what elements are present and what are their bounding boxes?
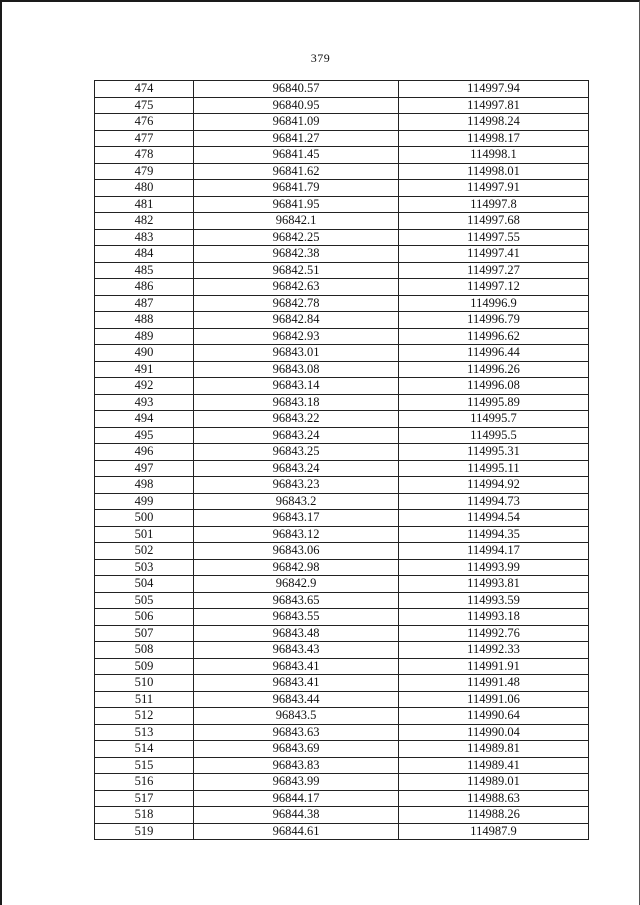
x-coordinate-cell: 96843.08 — [194, 361, 399, 378]
table-row — [95, 328, 589, 345]
x-coordinate-cell: 96840.57 — [194, 81, 399, 98]
y-coordinate-cell: 114990.64 — [399, 708, 589, 725]
x-coordinate-cell: 96842.84 — [194, 312, 399, 329]
y-coordinate-cell: 114998.24 — [399, 114, 589, 131]
x-coordinate-cell: 96842.78 — [194, 295, 399, 312]
table-row — [95, 213, 589, 230]
y-coordinate-cell: 114997.55 — [399, 229, 589, 246]
point-number-cell: 482 — [95, 213, 194, 230]
x-coordinate-cell: 96843.99 — [194, 774, 399, 791]
point-number-cell: 489 — [95, 328, 194, 345]
x-coordinate-cell: 96843.14 — [194, 378, 399, 395]
table-row — [95, 724, 589, 741]
table-row — [95, 493, 589, 510]
point-number-cell: 477 — [95, 130, 194, 147]
table-row — [95, 823, 589, 840]
table-row — [95, 427, 589, 444]
table-row — [95, 642, 589, 659]
table-row — [95, 262, 589, 279]
table-row — [95, 691, 589, 708]
y-coordinate-cell: 114995.31 — [399, 444, 589, 461]
x-coordinate-cell: 96841.45 — [194, 147, 399, 164]
table-row — [95, 675, 589, 692]
x-coordinate-cell: 96844.17 — [194, 790, 399, 807]
x-coordinate-cell: 96844.61 — [194, 823, 399, 840]
table-row — [95, 576, 589, 593]
point-number-cell: 487 — [95, 295, 194, 312]
table-row — [95, 757, 589, 774]
page-number: 379 — [310, 51, 331, 65]
x-coordinate-cell: 96843.41 — [194, 658, 399, 675]
x-coordinate-cell: 96843.12 — [194, 526, 399, 543]
table-row — [95, 361, 589, 378]
x-coordinate-cell: 96842.51 — [194, 262, 399, 279]
table-row — [95, 97, 589, 114]
y-coordinate-cell: 114997.94 — [399, 81, 589, 98]
table-row — [95, 312, 589, 329]
x-coordinate-cell: 96843.24 — [194, 460, 399, 477]
point-number-cell: 478 — [95, 147, 194, 164]
x-coordinate-cell: 96842.63 — [194, 279, 399, 296]
y-coordinate-cell: 114990.04 — [399, 724, 589, 741]
point-number-cell: 511 — [95, 691, 194, 708]
point-number-cell: 485 — [95, 262, 194, 279]
x-coordinate-cell: 96843.48 — [194, 625, 399, 642]
x-coordinate-cell: 96842.38 — [194, 246, 399, 263]
y-coordinate-cell: 114997.27 — [399, 262, 589, 279]
point-number-cell: 494 — [95, 411, 194, 428]
coordinates-table — [94, 80, 589, 840]
y-coordinate-cell: 114998.17 — [399, 130, 589, 147]
table-row — [95, 378, 589, 395]
point-number-cell: 480 — [95, 180, 194, 197]
y-coordinate-cell: 114996.62 — [399, 328, 589, 345]
point-number-cell: 484 — [95, 246, 194, 263]
y-coordinate-cell: 114996.9 — [399, 295, 589, 312]
y-coordinate-cell: 114997.41 — [399, 246, 589, 263]
table-row — [95, 444, 589, 461]
x-coordinate-cell: 96841.95 — [194, 196, 399, 213]
y-coordinate-cell: 114997.81 — [399, 97, 589, 114]
table-row — [95, 295, 589, 312]
point-number-cell: 490 — [95, 345, 194, 362]
point-number-cell: 505 — [95, 592, 194, 609]
y-coordinate-cell: 114988.63 — [399, 790, 589, 807]
x-coordinate-cell: 96842.93 — [194, 328, 399, 345]
y-coordinate-cell: 114993.59 — [399, 592, 589, 609]
y-coordinate-cell: 114997.12 — [399, 279, 589, 296]
x-coordinate-cell: 96843.01 — [194, 345, 399, 362]
point-number-cell: 497 — [95, 460, 194, 477]
x-coordinate-cell: 96841.79 — [194, 180, 399, 197]
y-coordinate-cell: 114995.7 — [399, 411, 589, 428]
point-number-cell: 506 — [95, 609, 194, 626]
table-row — [95, 658, 589, 675]
point-number-cell: 496 — [95, 444, 194, 461]
table-row — [95, 394, 589, 411]
y-coordinate-cell: 114994.35 — [399, 526, 589, 543]
table-row — [95, 807, 589, 824]
x-coordinate-cell: 96843.65 — [194, 592, 399, 609]
y-coordinate-cell: 114991.48 — [399, 675, 589, 692]
point-number-cell: 512 — [95, 708, 194, 725]
point-number-cell: 517 — [95, 790, 194, 807]
y-coordinate-cell: 114991.06 — [399, 691, 589, 708]
x-coordinate-cell: 96843.83 — [194, 757, 399, 774]
y-coordinate-cell: 114996.26 — [399, 361, 589, 378]
point-number-cell: 507 — [95, 625, 194, 642]
y-coordinate-cell: 114993.81 — [399, 576, 589, 593]
table-row — [95, 130, 589, 147]
x-coordinate-cell: 96843.24 — [194, 427, 399, 444]
x-coordinate-cell: 96842.1 — [194, 213, 399, 230]
table-row — [95, 774, 589, 791]
y-coordinate-cell: 114989.01 — [399, 774, 589, 791]
point-number-cell: 503 — [95, 559, 194, 576]
point-number-cell: 513 — [95, 724, 194, 741]
x-coordinate-cell: 96842.25 — [194, 229, 399, 246]
table-row — [95, 196, 589, 213]
x-coordinate-cell: 96843.17 — [194, 510, 399, 527]
y-coordinate-cell: 114991.91 — [399, 658, 589, 675]
x-coordinate-cell: 96843.41 — [194, 675, 399, 692]
x-coordinate-cell: 96841.09 — [194, 114, 399, 131]
point-number-cell: 502 — [95, 543, 194, 560]
point-number-cell: 510 — [95, 675, 194, 692]
point-number-cell: 474 — [95, 81, 194, 98]
coordinates-table-body — [95, 81, 589, 840]
table-row — [95, 147, 589, 164]
y-coordinate-cell: 114997.91 — [399, 180, 589, 197]
y-coordinate-cell: 114996.08 — [399, 378, 589, 395]
table-row — [95, 510, 589, 527]
point-number-cell: 491 — [95, 361, 194, 378]
y-coordinate-cell: 114998.1 — [399, 147, 589, 164]
y-coordinate-cell: 114994.92 — [399, 477, 589, 494]
point-number-cell: 499 — [95, 493, 194, 510]
x-coordinate-cell: 96843.43 — [194, 642, 399, 659]
y-coordinate-cell: 114994.73 — [399, 493, 589, 510]
x-coordinate-cell: 96841.62 — [194, 163, 399, 180]
y-coordinate-cell: 114993.18 — [399, 609, 589, 626]
table-row — [95, 114, 589, 131]
y-coordinate-cell: 114994.54 — [399, 510, 589, 527]
y-coordinate-cell: 114994.17 — [399, 543, 589, 560]
table-row — [95, 180, 589, 197]
point-number-cell: 493 — [95, 394, 194, 411]
table-row — [95, 741, 589, 758]
x-coordinate-cell: 96843.2 — [194, 493, 399, 510]
point-number-cell: 514 — [95, 741, 194, 758]
table-row — [95, 279, 589, 296]
y-coordinate-cell: 114997.8 — [399, 196, 589, 213]
y-coordinate-cell: 114996.79 — [399, 312, 589, 329]
y-coordinate-cell: 114998.01 — [399, 163, 589, 180]
x-coordinate-cell: 96843.69 — [194, 741, 399, 758]
x-coordinate-cell: 96843.5 — [194, 708, 399, 725]
x-coordinate-cell: 96843.22 — [194, 411, 399, 428]
x-coordinate-cell: 96841.27 — [194, 130, 399, 147]
y-coordinate-cell: 114987.9 — [399, 823, 589, 840]
table-row — [95, 411, 589, 428]
y-coordinate-cell: 114988.26 — [399, 807, 589, 824]
x-coordinate-cell: 96844.38 — [194, 807, 399, 824]
point-number-cell: 519 — [95, 823, 194, 840]
point-number-cell: 518 — [95, 807, 194, 824]
point-number-cell: 498 — [95, 477, 194, 494]
point-number-cell: 479 — [95, 163, 194, 180]
table-row — [95, 625, 589, 642]
y-coordinate-cell: 114995.5 — [399, 427, 589, 444]
x-coordinate-cell: 96843.55 — [194, 609, 399, 626]
y-coordinate-cell: 114992.33 — [399, 642, 589, 659]
point-number-cell: 501 — [95, 526, 194, 543]
point-number-cell: 483 — [95, 229, 194, 246]
table-row — [95, 526, 589, 543]
y-coordinate-cell: 114995.89 — [399, 394, 589, 411]
x-coordinate-cell: 96843.23 — [194, 477, 399, 494]
table-row — [95, 609, 589, 626]
x-coordinate-cell: 96842.98 — [194, 559, 399, 576]
x-coordinate-cell: 96840.95 — [194, 97, 399, 114]
table-row — [95, 246, 589, 263]
y-coordinate-cell: 114989.81 — [399, 741, 589, 758]
table-row — [95, 559, 589, 576]
y-coordinate-cell: 114989.41 — [399, 757, 589, 774]
y-coordinate-cell: 114995.11 — [399, 460, 589, 477]
y-coordinate-cell: 114992.76 — [399, 625, 589, 642]
point-number-cell: 492 — [95, 378, 194, 395]
x-coordinate-cell: 96843.06 — [194, 543, 399, 560]
table-row — [95, 229, 589, 246]
table-row — [95, 790, 589, 807]
table-row — [95, 708, 589, 725]
y-coordinate-cell: 114997.68 — [399, 213, 589, 230]
point-number-cell: 500 — [95, 510, 194, 527]
table-row — [95, 345, 589, 362]
point-number-cell: 516 — [95, 774, 194, 791]
y-coordinate-cell: 114996.44 — [399, 345, 589, 362]
point-number-cell: 509 — [95, 658, 194, 675]
table-row — [95, 477, 589, 494]
point-number-cell: 475 — [95, 97, 194, 114]
point-number-cell: 476 — [95, 114, 194, 131]
table-row — [95, 460, 589, 477]
x-coordinate-cell: 96842.9 — [194, 576, 399, 593]
point-number-cell: 488 — [95, 312, 194, 329]
x-coordinate-cell: 96843.63 — [194, 724, 399, 741]
point-number-cell: 504 — [95, 576, 194, 593]
x-coordinate-cell: 96843.18 — [194, 394, 399, 411]
x-coordinate-cell: 96843.25 — [194, 444, 399, 461]
table-row — [95, 592, 589, 609]
point-number-cell: 486 — [95, 279, 194, 296]
table-row — [95, 163, 589, 180]
point-number-cell: 515 — [95, 757, 194, 774]
point-number-cell: 495 — [95, 427, 194, 444]
point-number-cell: 481 — [95, 196, 194, 213]
x-coordinate-cell: 96843.44 — [194, 691, 399, 708]
table-row — [95, 81, 589, 98]
y-coordinate-cell: 114993.99 — [399, 559, 589, 576]
table-row — [95, 543, 589, 560]
point-number-cell: 508 — [95, 642, 194, 659]
